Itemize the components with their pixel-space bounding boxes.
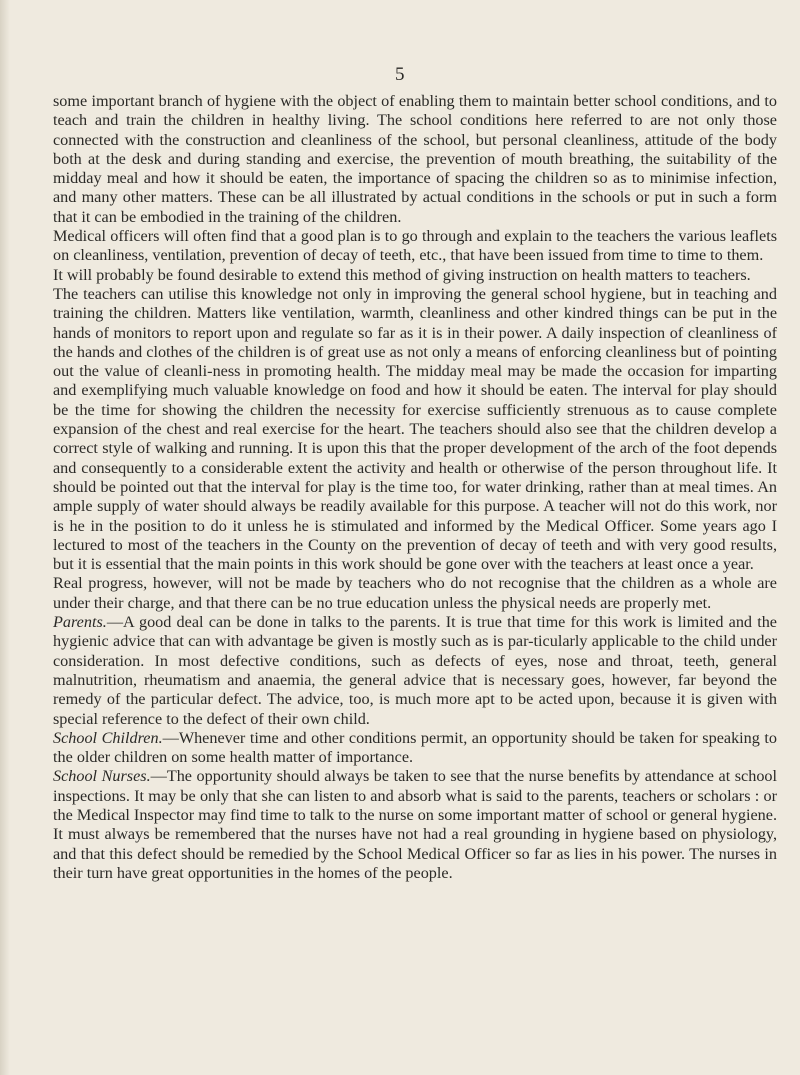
paragraph-5 <box>53 574 777 613</box>
paragraph-school-children <box>53 729 777 768</box>
paragraph-1 <box>53 92 777 227</box>
page-number: 5 <box>395 64 405 85</box>
page-edge-shadow <box>0 0 10 1075</box>
paragraph-text: The teachers can utilise this knowledge not only in improving the general school hygiene, but in teaching and training the children. Matters like ventilation, warmth, cleanliness and other kindred things can be put in the hands of monitors to report upon and regulate so far as it is in their power. A daily inspection of cleanliness of the hands and clothes of the children is of great use as not only a means of enforcing cleanliness but of pointing out the value of cleanli-ness in promoting health. The midday meal may be made the occasion for imparting and exemplifying much valuable knowledge on food and how it should be eaten. The interval for play should be the time for showing the children the necessity for exercise sufficiently strenuous as to cause complete expansion of the chest and real exercise for the heart. The teachers should also see that the children develop a correct style of walking and running. It is upon this that the proper development of the arch of the foot depends and consequently to a considerable extent the activity and health or otherwise of the person throughout life. It should be pointed out that the interval for play is the time too, for water drinking, rather than at meal times. An ample supply of water should always be readily available for this purpose. A teacher will not do this work, nor is he in the position to do it unless he is stimulated and informed by the Medical Officer. Some years ago I lectured to most of the teachers in the County on the prevention of decay of teeth and with very good results, but it is essential that the main points in this work should be gone over with the teachers at least once a year. <box>53 284 777 574</box>
paragraph-text: Real progress, however, will not be made by teachers who do not recognise that the children as a whole are under their charge, and that there can be no true education unless the physical needs are properly met. <box>53 574 777 612</box>
section-lead-school-nurses: School Nurses. <box>53 767 151 786</box>
paragraph-text: It will probably be found desirable to extend this method of giving instruction on health matters to teachers. <box>53 265 751 284</box>
paragraph-school-nurses <box>53 767 777 883</box>
section-lead-school-children: School Children. <box>53 728 163 747</box>
paragraph-3 <box>53 266 777 285</box>
body-text <box>53 92 777 883</box>
paragraph-text: Medical officers will often find that a good plan is to go through and explain to the teachers the various leaflets on cleanliness, ventilation, prevention of decay of teeth, etc., that have been issued from time to time to them. <box>53 227 777 265</box>
paragraph-text: —The opportunity should always be taken to see that the nurse benefits by attendance at school inspections. It may be only that she can listen to and absorb what is said to the parents, teachers or scholars : or the Medical Inspector may find time to talk to the nurse on some important matter of school or general hygiene. It must always be remembered that the nurses have not had a real grounding in hygiene based on physiology, and that this defect should be remedied by the School Medical Officer so far as lies in his power. The nurses in their turn have great opportunities in the homes of the people. <box>53 767 778 882</box>
paragraph-text: —Whenever time and other conditions permit, an opportunity should be taken for speaking to the older children on some health matter of importance. <box>53 728 777 767</box>
paragraph-text: —A good deal can be done in talks to the parents. It is true that time for this work is limited and the hygienic advice that can with advantage be given is mostly such as is par-ticularly applicable to the child under consideration. In most defective conditions, such as defects of eyes, nose and throat, teeth, general malnutrition, rheumatism and anaemia, the general advice that is necessary goes, however, far beyond the remedy of the particular defect. The advice, too, is much more apt to be acted upon, because it is given with special reference to the defect of their own child. <box>53 613 777 728</box>
paragraph-text: some important branch of hygiene with the object of enabling them to maintain better school conditions, and to teach and train the children in healthy living. The school conditions here referred to are not only those connected with the construction and cleanliness of the school, but personal cleanliness, attitude of the body both at the desk and during standing and exercise, the prevention of mouth breathing, the suitability of the midday meal and how it should be eaten, the importance of spacing the children so as to minimise infection, and many other matters. These can be all illustrated by actual conditions in the schools or put in such a form that it can be embodied in the training of the children. <box>53 92 777 226</box>
paragraph-parents <box>53 613 777 729</box>
section-lead-parents: Parents. <box>53 613 107 632</box>
paragraph-2 <box>53 227 777 266</box>
paragraph-4 <box>53 285 777 574</box>
